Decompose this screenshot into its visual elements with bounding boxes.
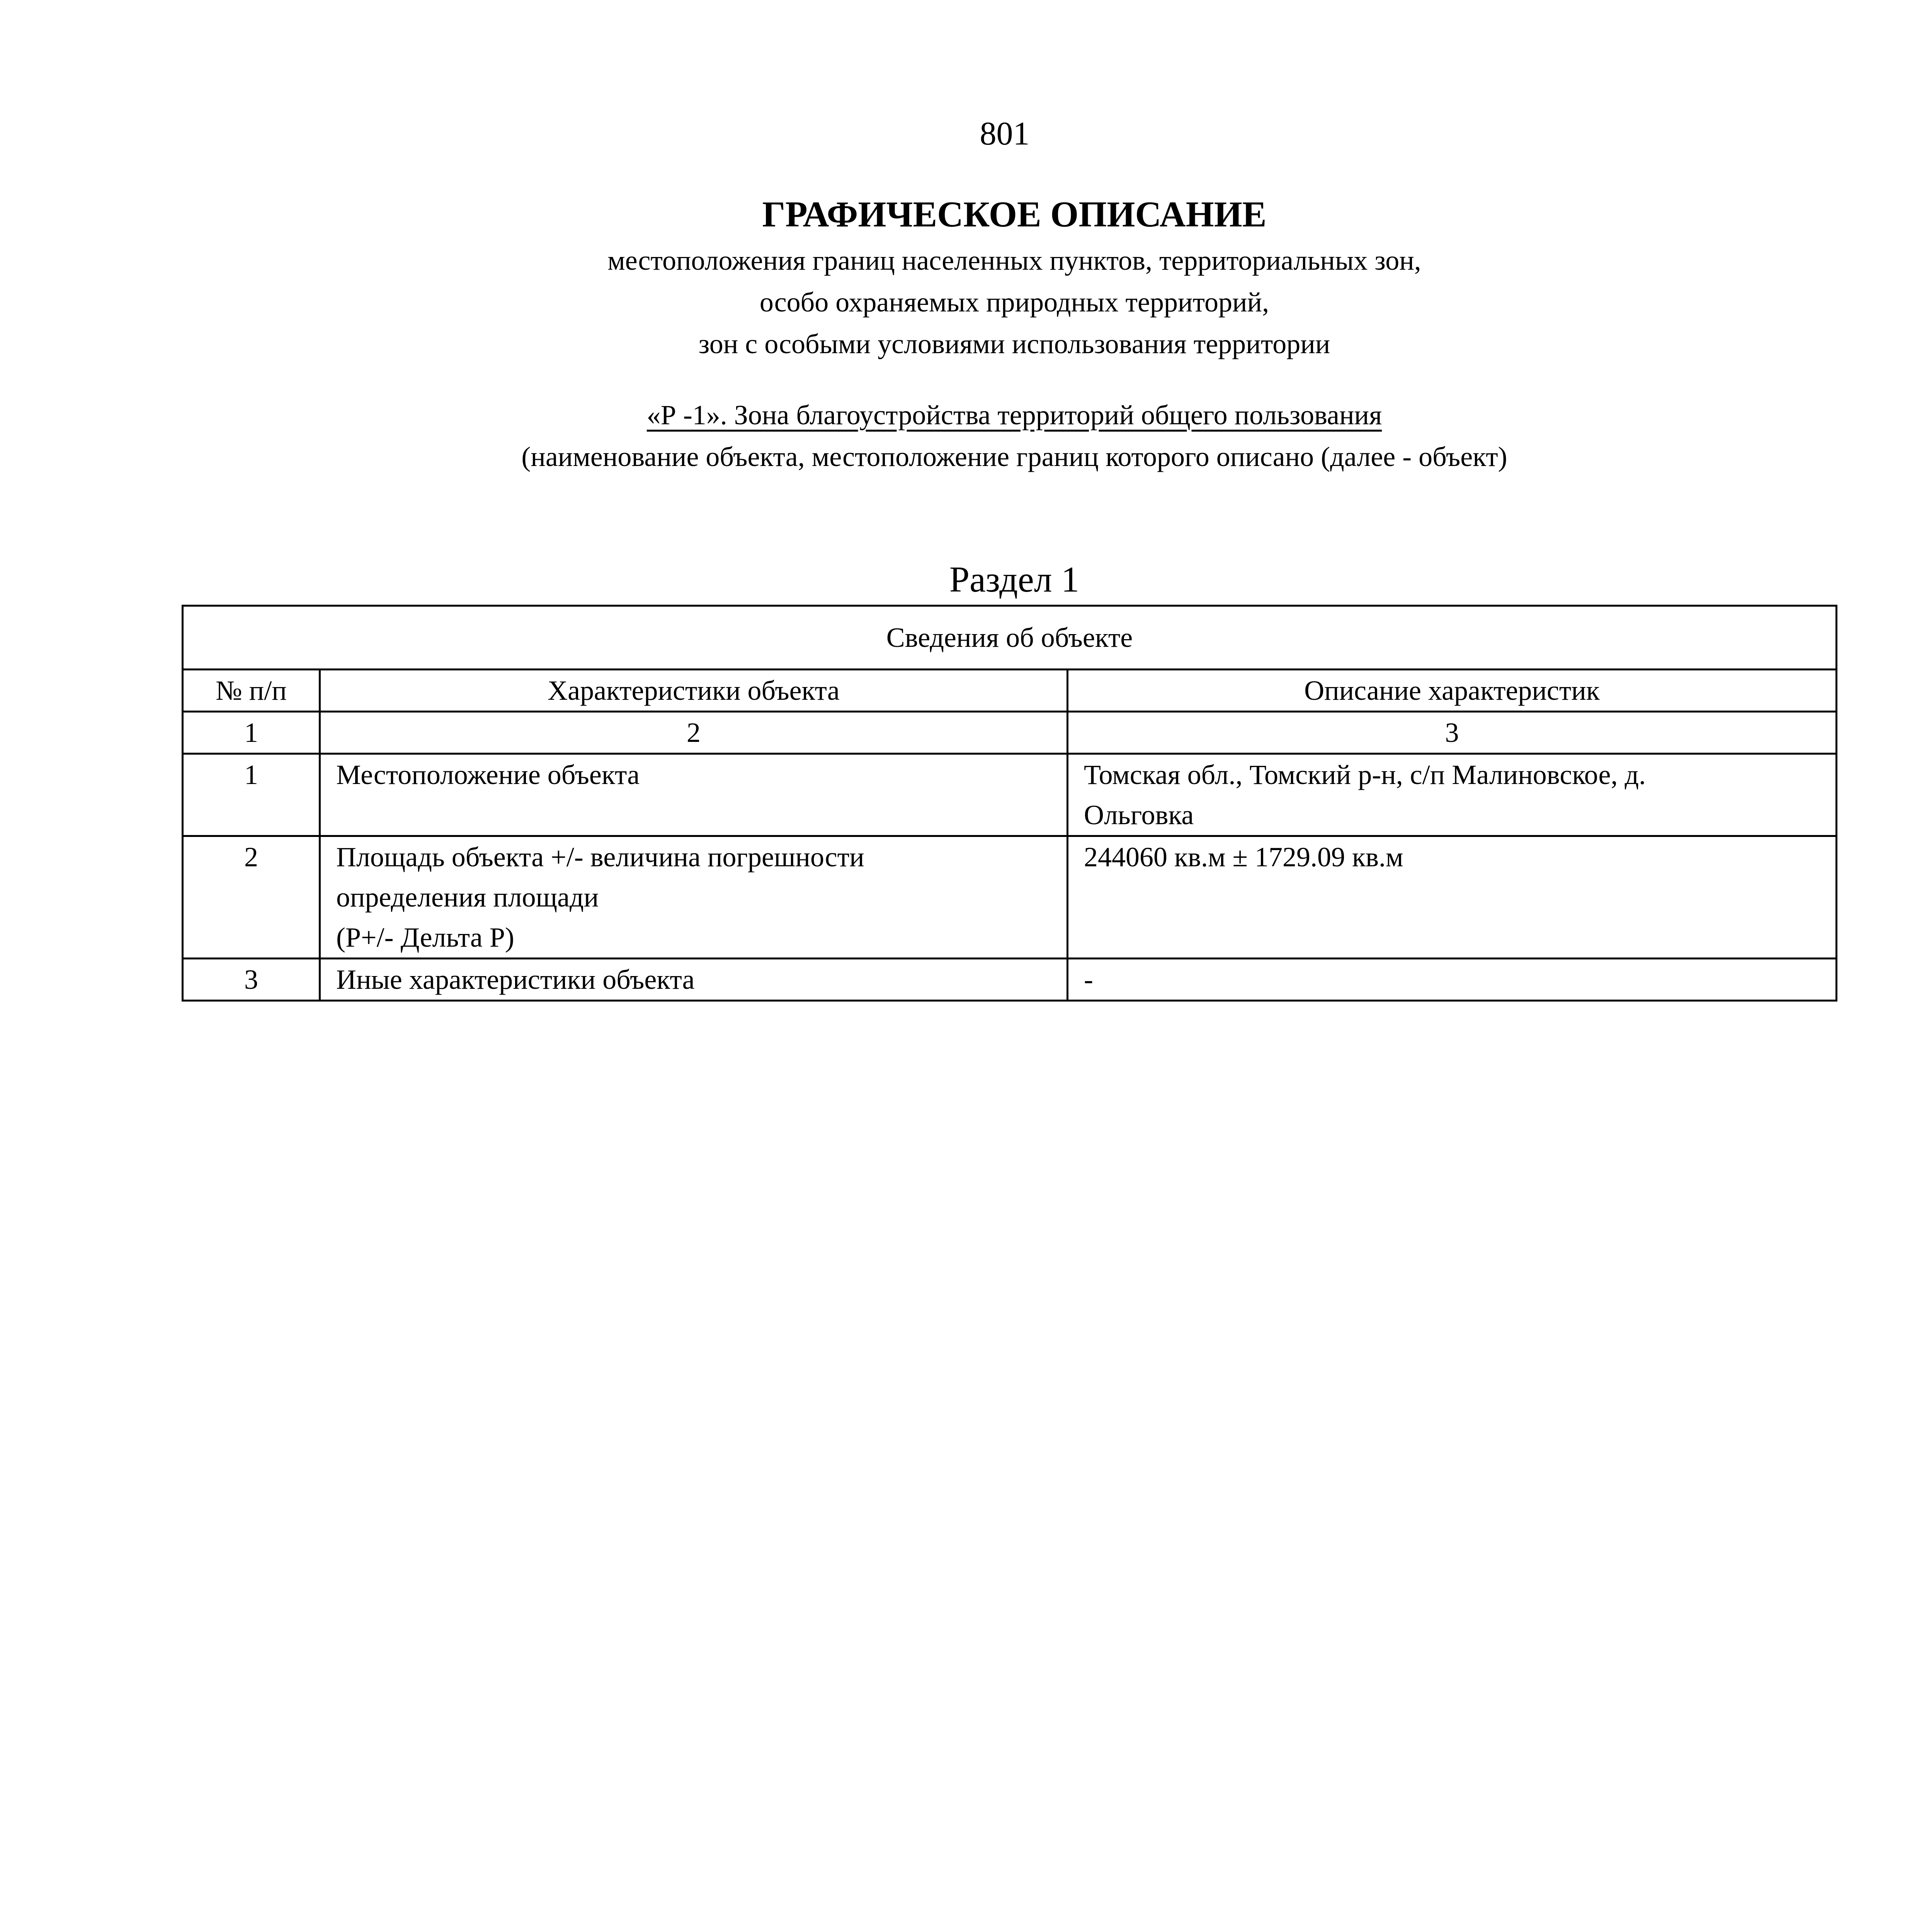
column-number-cell: 2 [320,712,1068,754]
object-name-block [0,394,1917,478]
table-caption-row [183,606,1837,670]
characteristic-text: Местоположение объекта [336,759,640,790]
header-cell-characteristic: Характеристики объекта [320,670,1068,712]
row-number-cell: 3 [183,959,320,1001]
characteristic-cell [320,836,1068,959]
characteristic-text: Иные характеристики объекта [336,964,695,995]
table-row [183,754,1837,836]
table-row [183,836,1837,959]
object-name-caption: (наименование объекта, местоположение границ которого описано (далее - объект) [521,441,1507,472]
document-title: ГРАФИЧЕСКОЕ ОПИСАНИЕ [762,194,1267,235]
document-subtitle-line: зон с особыми условиями использования территории [698,328,1330,359]
header-cell-number: № п/п [183,670,320,712]
row-number-cell: 2 [183,836,320,959]
document-header [0,189,1917,365]
description-text: - [1084,964,1093,995]
description-text: 244060 кв.м ± 1729.09 кв.м [1084,842,1403,872]
document-subtitle-line: особо охраняемых природных территорий, [759,287,1269,318]
description-text: Томская обл., Томский р-н, с/п Малиновское, д. [1084,759,1646,790]
description-text: Ольговка [1084,799,1194,830]
description-cell [1068,959,1837,1001]
description-cell [1068,754,1837,836]
column-number-row [183,712,1837,754]
page-number: 801 [980,115,1030,152]
characteristic-text: Площадь объекта +/- величина погрешности [336,842,864,872]
row-number-cell: 1 [183,754,320,836]
column-number-cell: 1 [183,712,320,754]
header-cell-description: Описание характеристик [1068,670,1837,712]
document-subtitle-line: местоположения границ населенных пунктов, территориальных зон, [607,245,1421,276]
characteristic-text: определения площади [336,882,599,913]
table-caption: Сведения об объекте [183,606,1837,670]
table-row [183,959,1837,1001]
characteristic-text: (Р+/- Дельта Р) [336,922,514,953]
column-number-cell: 3 [1068,712,1837,754]
characteristic-cell [320,959,1068,1001]
table-header-row [183,670,1837,712]
characteristic-cell [320,754,1068,836]
description-cell [1068,836,1837,959]
section-title: Раздел 1 [949,560,1080,600]
object-info-table [182,605,1837,1002]
object-name: «Р -1». Зона благоустройства территорий общего пользования [646,400,1382,430]
